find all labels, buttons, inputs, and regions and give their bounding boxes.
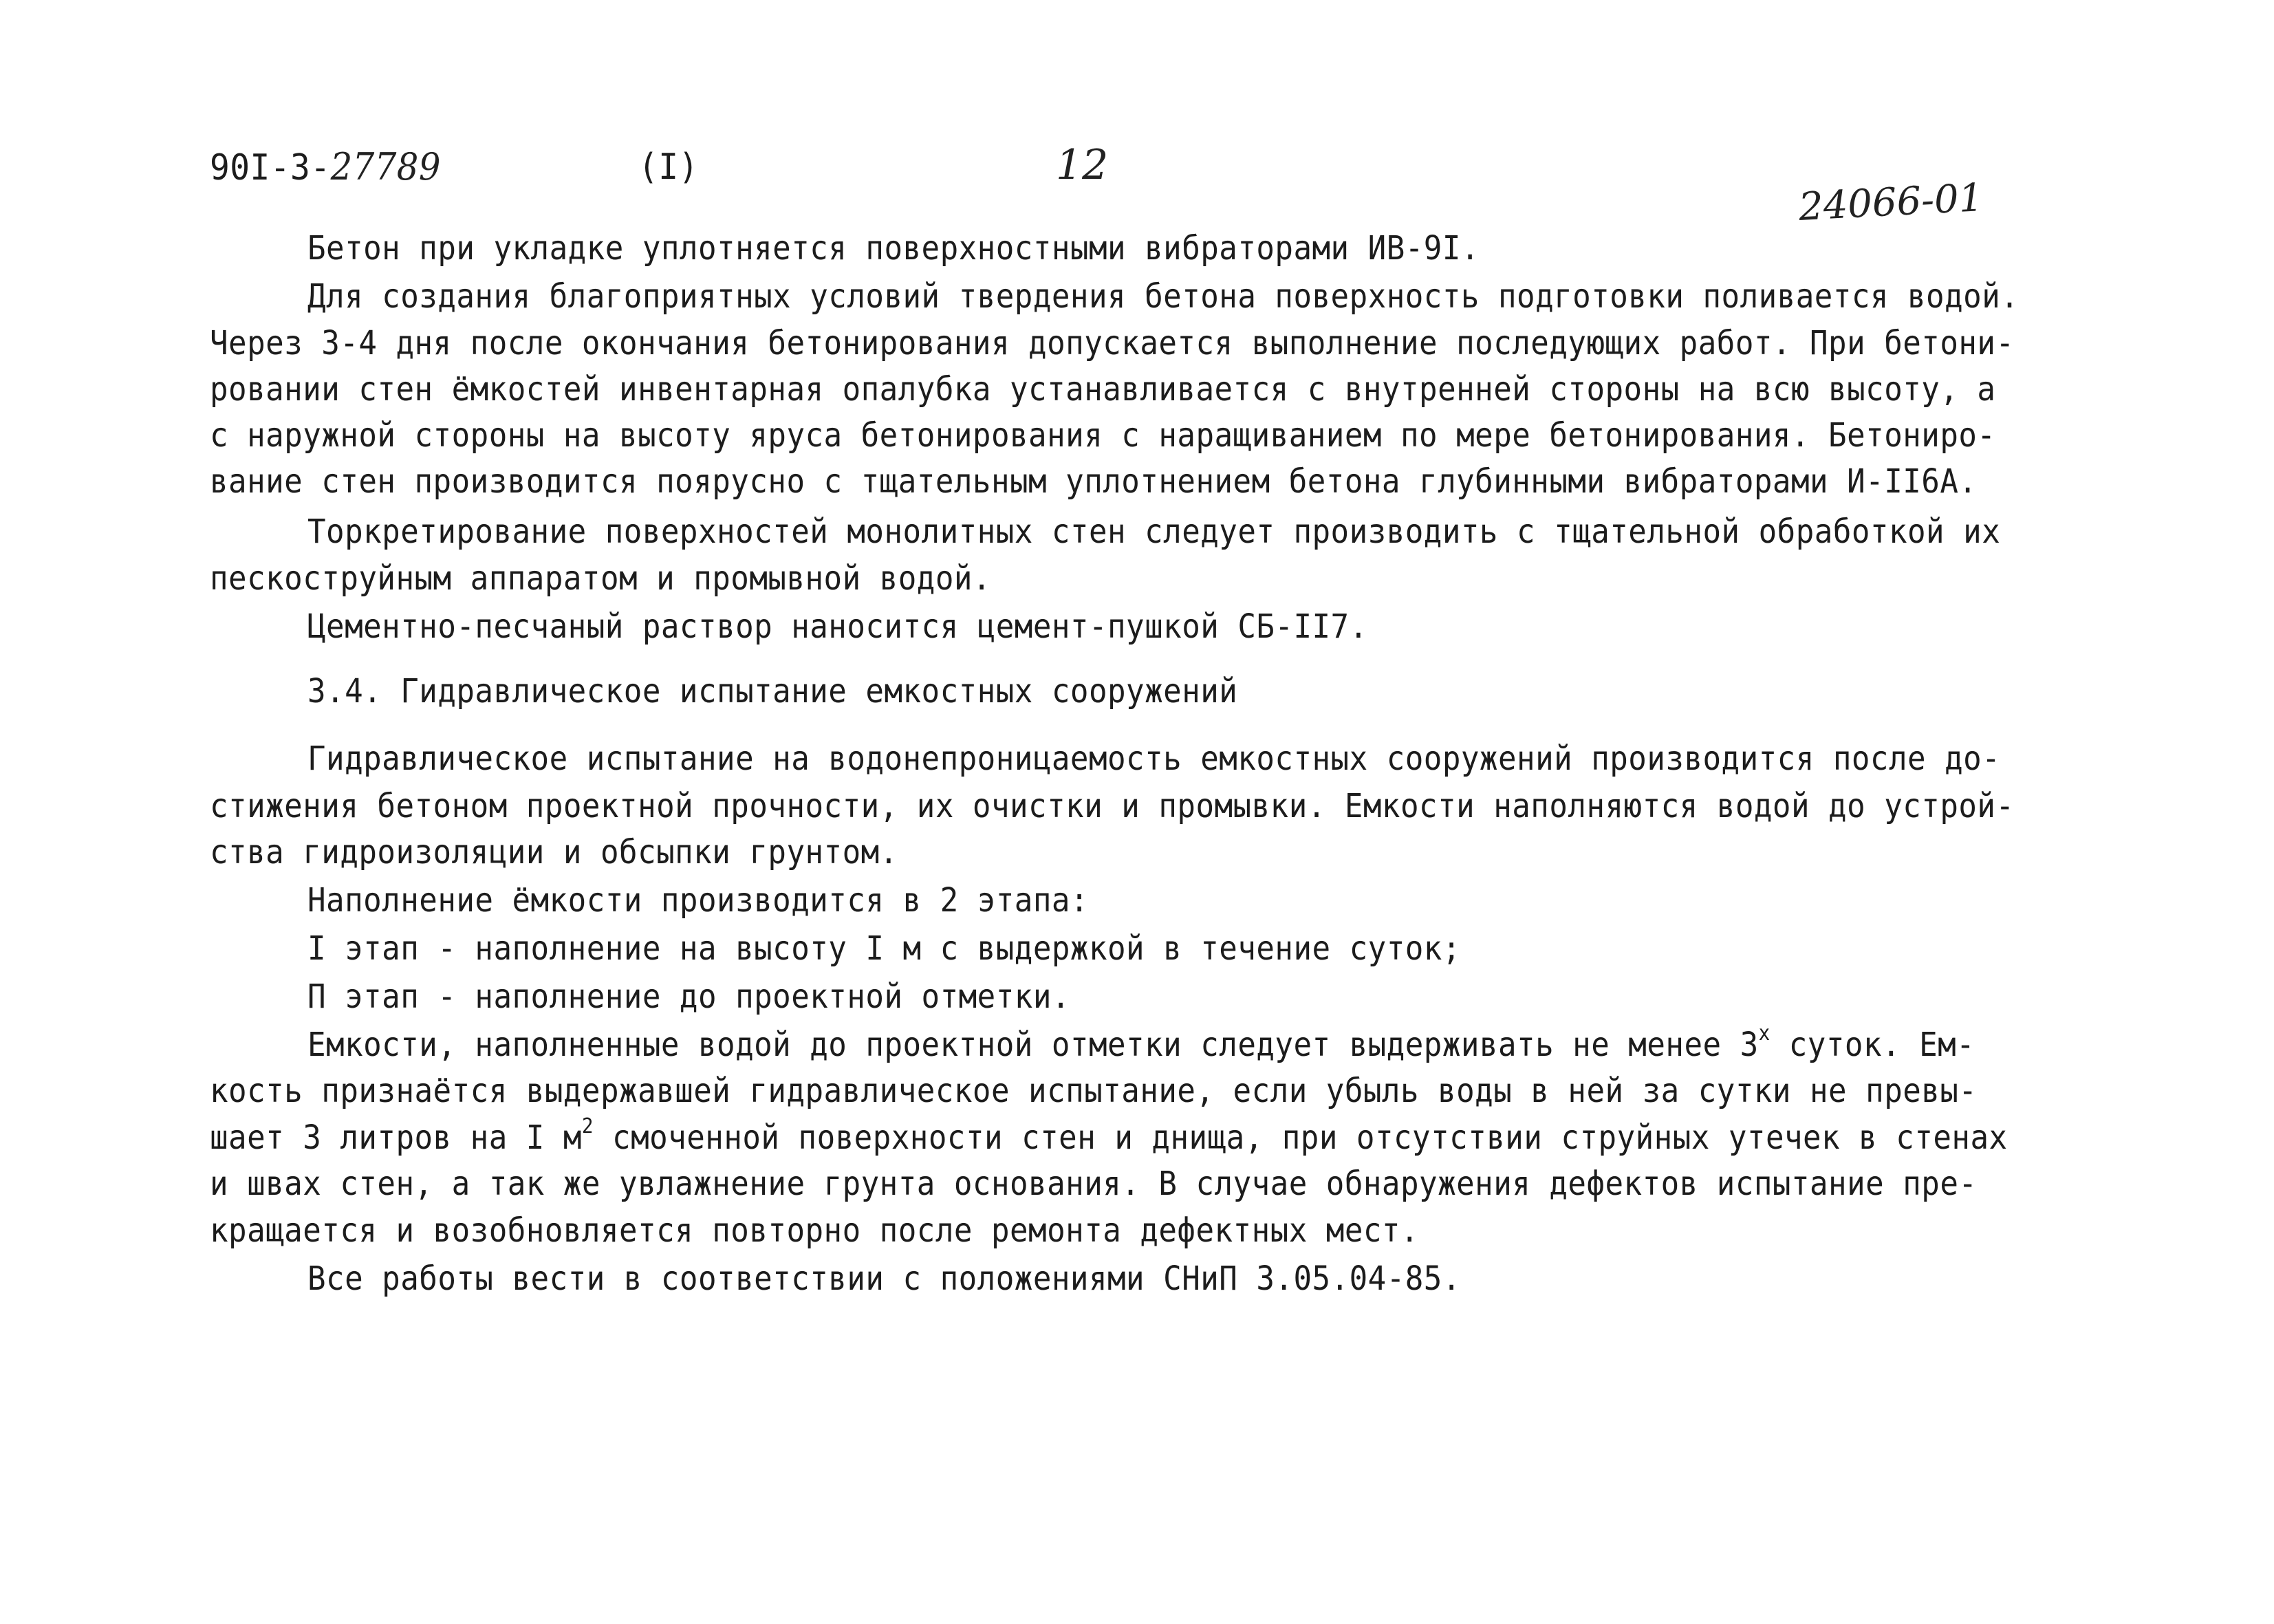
paragraph-line: Через 3-4 дня после окончания бетонирования допускается выполнение последующих работ. При бетони-	[210, 324, 2015, 362]
inventory-number: 24066-01	[1797, 175, 1984, 230]
paragraph-line: Цементно-песчаный раствор наносится цемент-пушкой СБ-II7.	[307, 607, 1368, 646]
superscript: х	[1758, 1021, 1771, 1046]
paragraph-line: ровании стен ёмкостей инвентарная опалубка устанавливается с внутренней стороны на всю высоту, а	[210, 370, 1996, 409]
doc-code	[210, 144, 441, 191]
paragraph-text: суток. Ем-	[1770, 1026, 1975, 1064]
paragraph-line: Гидравлическое испытание на водонепроницаемость емкостных сооружений производится после до-	[307, 739, 2001, 778]
paragraph-text: шает 3 литров на I м	[210, 1118, 582, 1157]
paragraph-line: Для создания благоприятных условий твердения бетона поверхность подготовки поливается водой.	[307, 277, 2019, 316]
list-item: I этап - наполнение на высоту I м с выдержкой в течение суток;	[307, 929, 1461, 968]
paragraph-line: вание стен производится поярусно с тщательным уплотнением бетона глубинными вибраторами И-II6А.	[210, 462, 1978, 501]
paragraph-line: ства гидроизоляции и обсыпки грунтом.	[210, 833, 898, 871]
paragraph-line: Наполнение ёмкости производится в 2 этапа:	[307, 881, 1089, 920]
paragraph-line: Бетон при укладке уплотняется поверхностными вибраторами ИВ-9I.	[307, 229, 1480, 268]
paragraph-line: и швах стен, а так же увлажнение грунта основания. В случае обнаружения дефектов испытание пре-	[210, 1165, 1978, 1203]
list-item: П этап - наполнение до проектной отметки.	[307, 977, 1070, 1016]
paragraph-text: смоченной поверхности стен и днища, при отсутствии струйных утечек в стенах	[594, 1118, 2008, 1157]
paragraph-line: пескоструйным аппаратом и промывной водой.	[210, 559, 991, 598]
paragraph-line: Торкретирование поверхностей монолитных стен следует производить с тщательной обработкой их	[307, 512, 2001, 551]
doc-code-prefix: 90I-3-	[210, 147, 331, 188]
paragraph-line	[210, 1115, 2008, 1160]
paragraph-line: с наружной стороны на высоту яруса бетонирования с наращиванием по мере бетонирования. Бетониро-	[210, 416, 1996, 455]
doc-code-handwritten: 27789	[330, 145, 441, 188]
paragraph-line: кращается и возобновляется повторно после ремонта дефектных мест.	[210, 1211, 1420, 1250]
issue-number: (I)	[638, 147, 699, 188]
paragraph-line: кость признаётся выдержавшей гидравлическое испытание, если убыль воды в ней за сутки не превы-	[210, 1072, 1978, 1110]
page-number: 12	[1056, 141, 1109, 189]
paragraph-text: Емкости, наполненные водой до проектной отметки следует выдерживать не менее 3	[307, 1026, 1759, 1064]
paragraph-line	[307, 1022, 1975, 1068]
section-heading: 3.4. Гидравлическое испытание емкостных сооружений	[307, 672, 1238, 711]
superscript: 2	[581, 1114, 594, 1138]
paragraph-line: Все работы вести в соответствии с положениями СНиП 3.05.04-85.	[307, 1259, 1461, 1298]
paragraph-line: стижения бетоном проектной прочности, их очистки и промывки. Емкости наполняются водой до устрой-	[210, 787, 2015, 825]
